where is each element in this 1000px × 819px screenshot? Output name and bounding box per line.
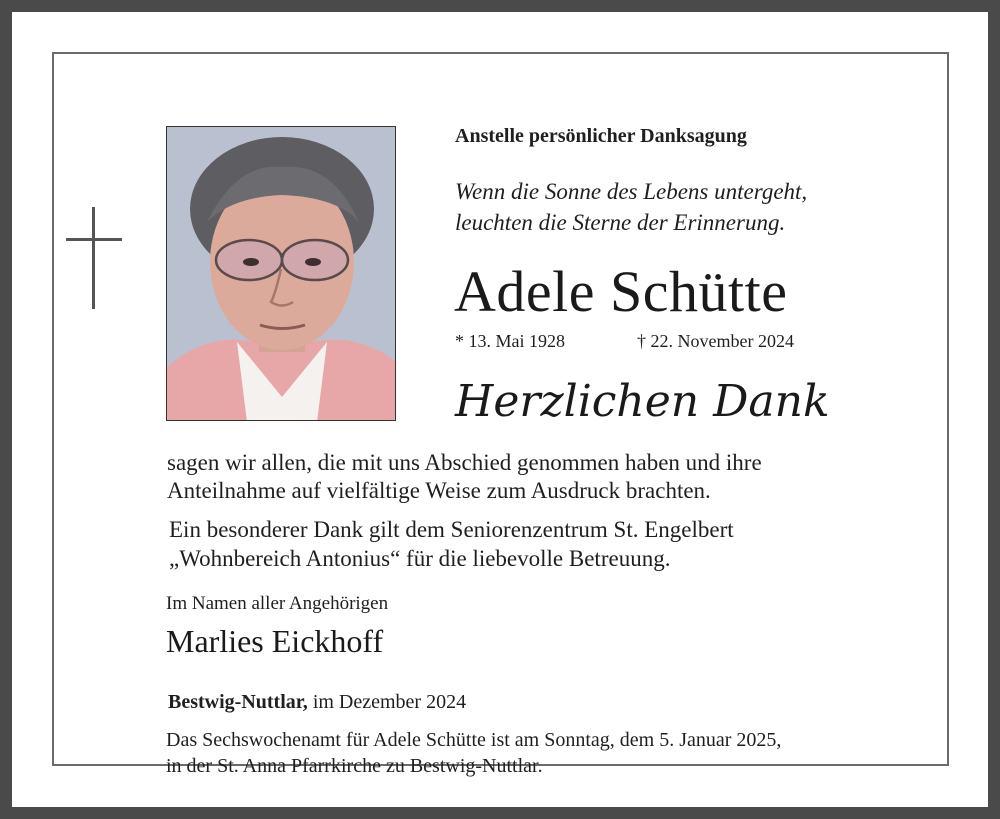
on-behalf-line: Im Namen aller Angehörigen — [166, 593, 389, 614]
thanks-heading: Herzlichen Dank — [455, 376, 830, 427]
paragraph-line: Ein besonderer Dank gilt dem Seniorenzentrum St. Engelbert — [169, 517, 734, 542]
place-date-line — [168, 691, 466, 714]
place-name: Bestwig-Nuttlar, — [168, 691, 308, 713]
deceased-name: Adele Schütte — [454, 259, 788, 324]
signer-name: Marlies Eickhoff — [166, 623, 384, 659]
paragraph-line: Anteilnahme auf vielfältige Weise zum Ausdruck brachten. — [167, 478, 711, 503]
thanks-paragraph — [167, 449, 762, 505]
death-date: † 22. November 2024 — [637, 331, 794, 351]
cross-icon — [66, 207, 122, 309]
obituary-frame — [52, 52, 949, 777]
paragraph-line: „Wohnbereich Antonius“ für die liebevolle Betreuung. — [169, 546, 671, 571]
quote-line: Wenn die Sonne des Lebens untergeht, — [455, 179, 808, 204]
paragraph-line: sagen wir allen, die mit uns Abschied genommen haben und ihre — [167, 450, 762, 475]
mass-announcement — [166, 727, 781, 779]
mass-line: Das Sechswochenamt für Adele Schütte ist am Sonntag, dem 5. Januar 2025, — [166, 729, 782, 751]
mass-line: in der St. Anna Pfarrkirche zu Bestwig-Nuttlar. — [166, 755, 543, 777]
intro-line: Anstelle persönlicher Danksagung — [455, 125, 747, 147]
place-date: im Dezember 2024 — [307, 691, 467, 713]
special-thanks-paragraph — [169, 515, 734, 573]
quote — [455, 176, 807, 238]
portrait-photo — [166, 126, 396, 421]
quote-line: leuchten die Sterne der Erinnerung. — [455, 210, 786, 235]
obituary-card — [12, 12, 988, 807]
birth-date: * 13. Mai 1928 — [455, 331, 565, 351]
